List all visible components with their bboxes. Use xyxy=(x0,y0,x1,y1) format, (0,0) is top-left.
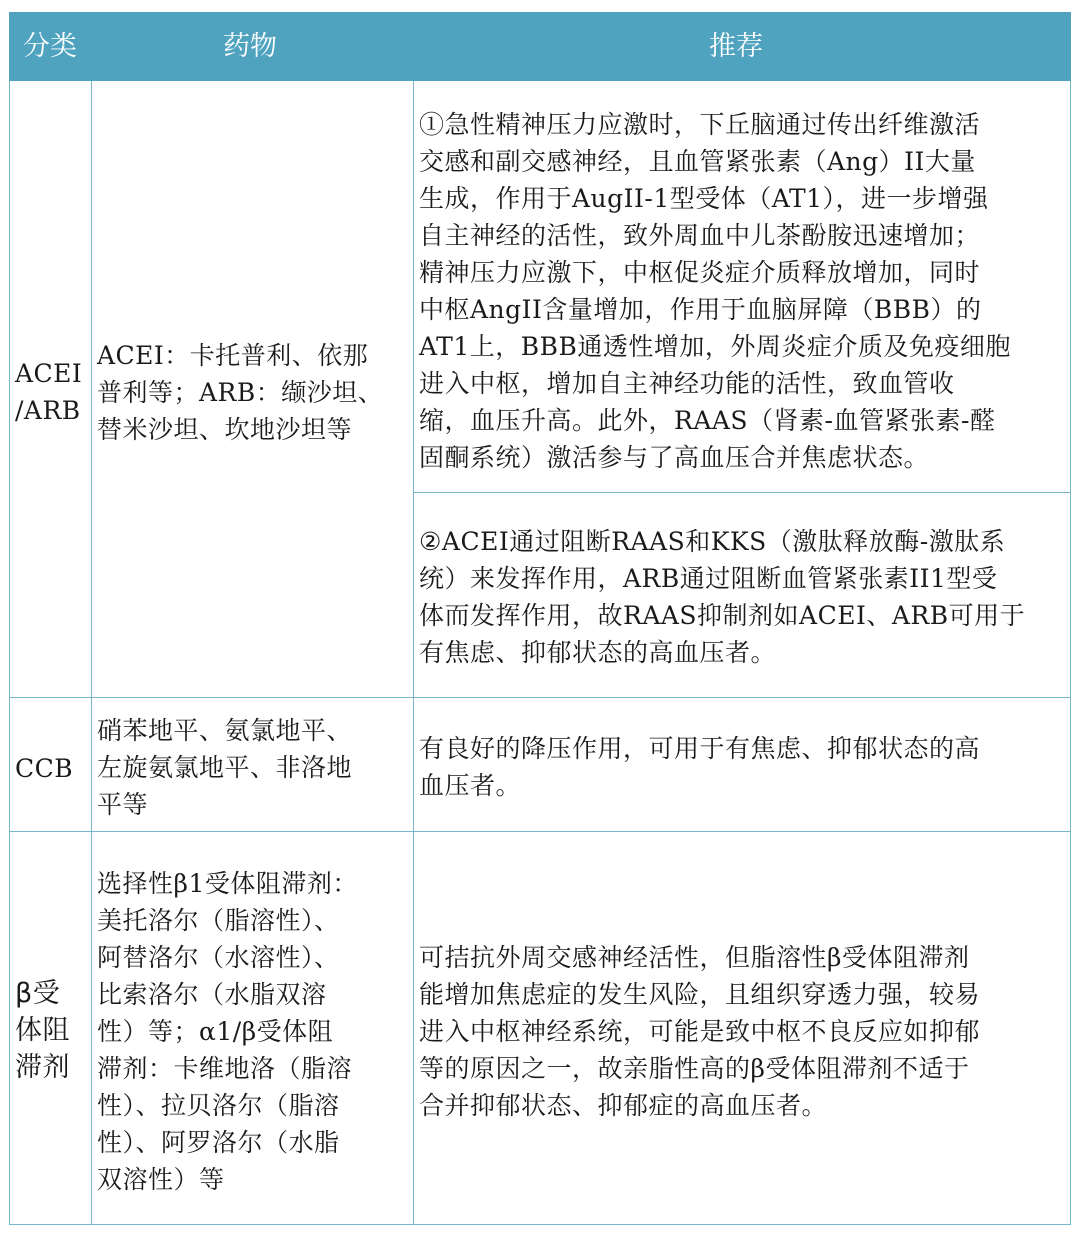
row1-recommendation-2: ②ACEI通过阻断RAAS和KKS（激肽释放酶-激肽系 统）来发挥作用，ARB通过阻断血管紧张素II1型受 体而发挥作用，故RAAS抑制剂如ACEI、ARB可用于 有焦虑、抑郁状态的高血压者。 xyxy=(419,527,1026,667)
row3-recommendation: 可拮抗外周交感神经活性，但脂溶性β受体阻滞剂 能增加焦虑症的发生风险，且组织穿透力强，较易 进入中枢神经系统，可能是致中枢不良反应如抑郁 等的原因之一，故亲脂性高的β受体阻滞剂不适于 合并抑郁状态、抑郁症的高血压者。 xyxy=(419,943,981,1120)
border-left xyxy=(9,81,10,1225)
table-header-row xyxy=(9,12,1071,81)
header-drug: 药物 xyxy=(223,31,277,62)
header-category: 分类 xyxy=(23,31,77,62)
border-row2 xyxy=(9,831,1071,832)
row1-recommendation-1: ①急性精神压力应激时，下丘脑通过传出纤维激活 交感和副交感神经，且血管紧张素（Ang）II大量 生成，作用于AugII-1型受体（AT1），进一步增强 自主神经的活性，致外周血中儿茶酚胺迅速增加； 精神压力应激下，中枢促炎症介质释放增加，同时 中枢AngII含量增加，作用于血脑屏障（BBB）的 AT1上，BBB通透性增加，外周炎症介质及免疫细胞 进入中枢，增加自主神经功能的活性，致血管收 缩，血压升高。此外，RAAS（肾素-血管紧张素-醛 固酮系统）激活参与了高血压合并焦虑状态。 xyxy=(419,110,1011,472)
row3-drug: 选择性β1受体阻滞剂： 美托洛尔（脂溶性）、 阿替洛尔（水溶性）、 比索洛尔（水脂双溶 性）等；α1/β受体阻 滞剂：卡维地洛（脂溶 性）、拉贝洛尔（脂溶 性）、阿罗洛尔（水脂 双溶性）等 xyxy=(97,869,358,1194)
border-col2 xyxy=(413,81,414,1225)
row2-recommendation: 有良好的降压作用，可用于有焦虑、抑郁状态的高 血压者。 xyxy=(419,734,981,800)
border-row1 xyxy=(9,697,1071,698)
row3-category: β受 体阻 滞剂 xyxy=(15,978,70,1083)
border-col1 xyxy=(91,81,92,1225)
row2-drug: 硝苯地平、氨氯地平、 左旋氨氯地平、非洛地 平等 xyxy=(97,716,353,819)
row1-category: ACEI /ARB xyxy=(15,359,83,425)
border-sub-row xyxy=(413,492,1071,493)
header-recommendation: 推荐 xyxy=(709,31,763,62)
border-bottom xyxy=(9,1224,1071,1225)
row2-category: CCB xyxy=(15,754,74,783)
row1-drug: ACEI：卡托普利、依那 普利等；ARB：缬沙坦、 替米沙坦、坎地沙坦等 xyxy=(97,341,384,444)
